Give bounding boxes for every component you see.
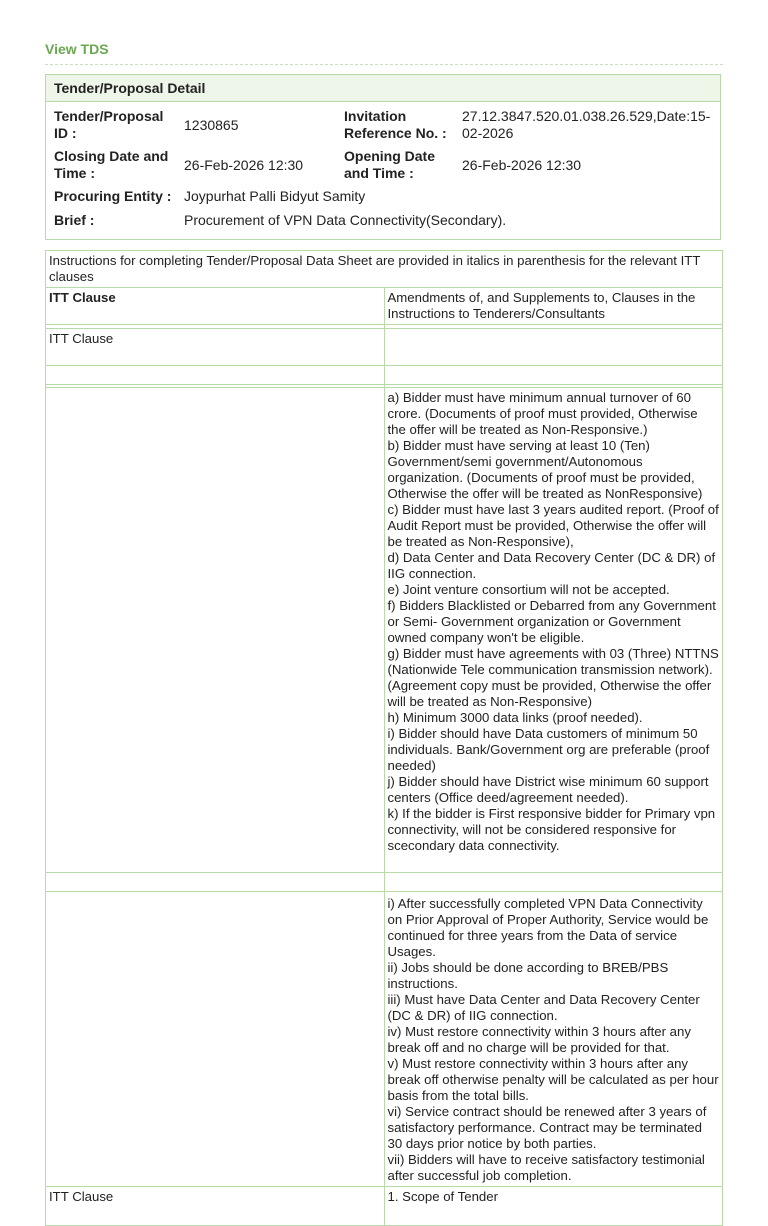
page-title: View TDS	[45, 41, 109, 57]
brief-value: Procurement of VPN Data Connectivity(Secondary).	[184, 212, 507, 228]
tender-id-label: Tender/Proposal ID :	[54, 108, 164, 141]
criteria-item: b) Bidder must have serving at least 10 (Ten) Government/semi government/Autonomous organization. (Documents of proof must be provided, Otherwise the offer will be treated as NonResponsive)	[387, 438, 703, 501]
criteria-item: i) Bidder should have Data customers of minimum 50 individuals. Bank/Government org are preferable (proof needed)	[387, 726, 710, 773]
criteria-item: j) Bidder should have District wise minimum 60 support centers (Office deed/agreement needed).	[387, 774, 709, 805]
table-row	[46, 366, 723, 385]
criteria-item: k) If the bidder is First responsive bidder for Primary vpn connectivity, will not be considered responsive for scecondary data connectivity.	[387, 806, 716, 853]
table-row	[46, 1187, 723, 1226]
procuring-entity-value: Joypurhat Palli Bidyut Samity	[184, 188, 366, 204]
table-row	[46, 892, 723, 1187]
invitation-ref-value: 27.12.3847.520.01.038.26.529,Date:15- 02-2026	[462, 108, 711, 141]
itt-clause-label: ITT Clause	[46, 1187, 385, 1226]
opening-date-label: Opening Date and Time :	[344, 148, 436, 181]
table-row	[46, 873, 723, 892]
table-row	[46, 388, 723, 873]
condition-item: iv) Must restore connectivity within 3 hours after any break off and no charge will be provided for that.	[387, 1024, 691, 1055]
closing-date-label: Closing Date and Time :	[54, 148, 169, 181]
condition-item: vii) Bidders will have to receive satisfactory testimonial after successful job completion.	[387, 1152, 705, 1183]
eligibility-criteria	[384, 388, 723, 873]
divider	[45, 64, 723, 65]
tender-detail-panel	[45, 74, 721, 240]
procuring-entity-label: Procuring Entity :	[54, 188, 172, 204]
closing-date-value: 26-Feb-2026 12:30	[184, 157, 304, 173]
condition-item: i) After successfully completed VPN Data Connectivity on Prior Approval of Proper Authority, Service would be continued for three years from the Data of service Usages.	[387, 896, 709, 959]
criteria-item: f) Bidders Blacklisted or Debarred from any Government or Semi- Government organization or Government owned company won't be eligible.	[387, 598, 716, 645]
invitation-ref-label: Invitation Reference No. :	[344, 108, 447, 141]
opening-date-value: 26-Feb-2026 12:30	[462, 157, 582, 173]
panel-heading: Tender/Proposal Detail	[46, 75, 720, 102]
criteria-item: c) Bidder must have last 3 years audited report. (Proof of Audit Report must be provided, Otherwise the offer will be treated as Non-Responsive),	[387, 502, 719, 549]
tds-table	[45, 250, 723, 1226]
condition-item: vi) Service contract should be renewed after 3 years of satisfactory performance. Contract may be terminated 30 days prior notice by both parties.	[387, 1104, 707, 1151]
instructions-text: Instructions for completing Tender/Proposal Data Sheet are provided in italics in parenthesis for the relevant ITT clauses	[46, 251, 723, 288]
amendments-heading: Amendments of, and Supplements to, Clauses in the Instructions to Tenderers/Consultants	[384, 288, 723, 325]
table-row	[46, 251, 723, 288]
criteria-item: a) Bidder must have minimum annual turnover of 60 crore. (Documents of proof must provided, Otherwise the offer will be treated as Non-Responsive.)	[387, 390, 698, 437]
condition-item: ii) Jobs should be done according to BREB/PBS instructions.	[387, 960, 669, 991]
service-conditions	[384, 892, 723, 1187]
criteria-item: e) Joint venture consortium will not be accepted.	[387, 582, 670, 597]
table-row	[46, 329, 723, 366]
criteria-item: d) Data Center and Data Recovery Center (DC & DR) of IIG connection.	[387, 550, 716, 581]
table-row	[46, 288, 723, 325]
criteria-item: g) Bidder must have agreements with 03 (Three) NTTNS (Nationwide Tele communication transmission network). (Agreement copy must be provided, Otherwise the offer will be treated as Non-Responsive)	[387, 646, 719, 709]
itt-clause-label: ITT Clause	[46, 329, 385, 366]
scope-of-tender: 1. Scope of Tender	[384, 1187, 723, 1226]
brief-label: Brief :	[54, 212, 95, 228]
condition-item: v) Must restore connectivity within 3 hours after any break off otherwise penalty will be calculated as per hour basis from the total bills.	[387, 1056, 719, 1103]
itt-clause-header: ITT Clause	[46, 288, 385, 325]
criteria-item: h) Minimum 3000 data links (proof needed).	[387, 710, 643, 725]
condition-item: iii) Must have Data Center and Data Recovery Center (DC & DR) of IIG connection.	[387, 992, 700, 1023]
tender-id-value: 1230865	[184, 117, 239, 133]
